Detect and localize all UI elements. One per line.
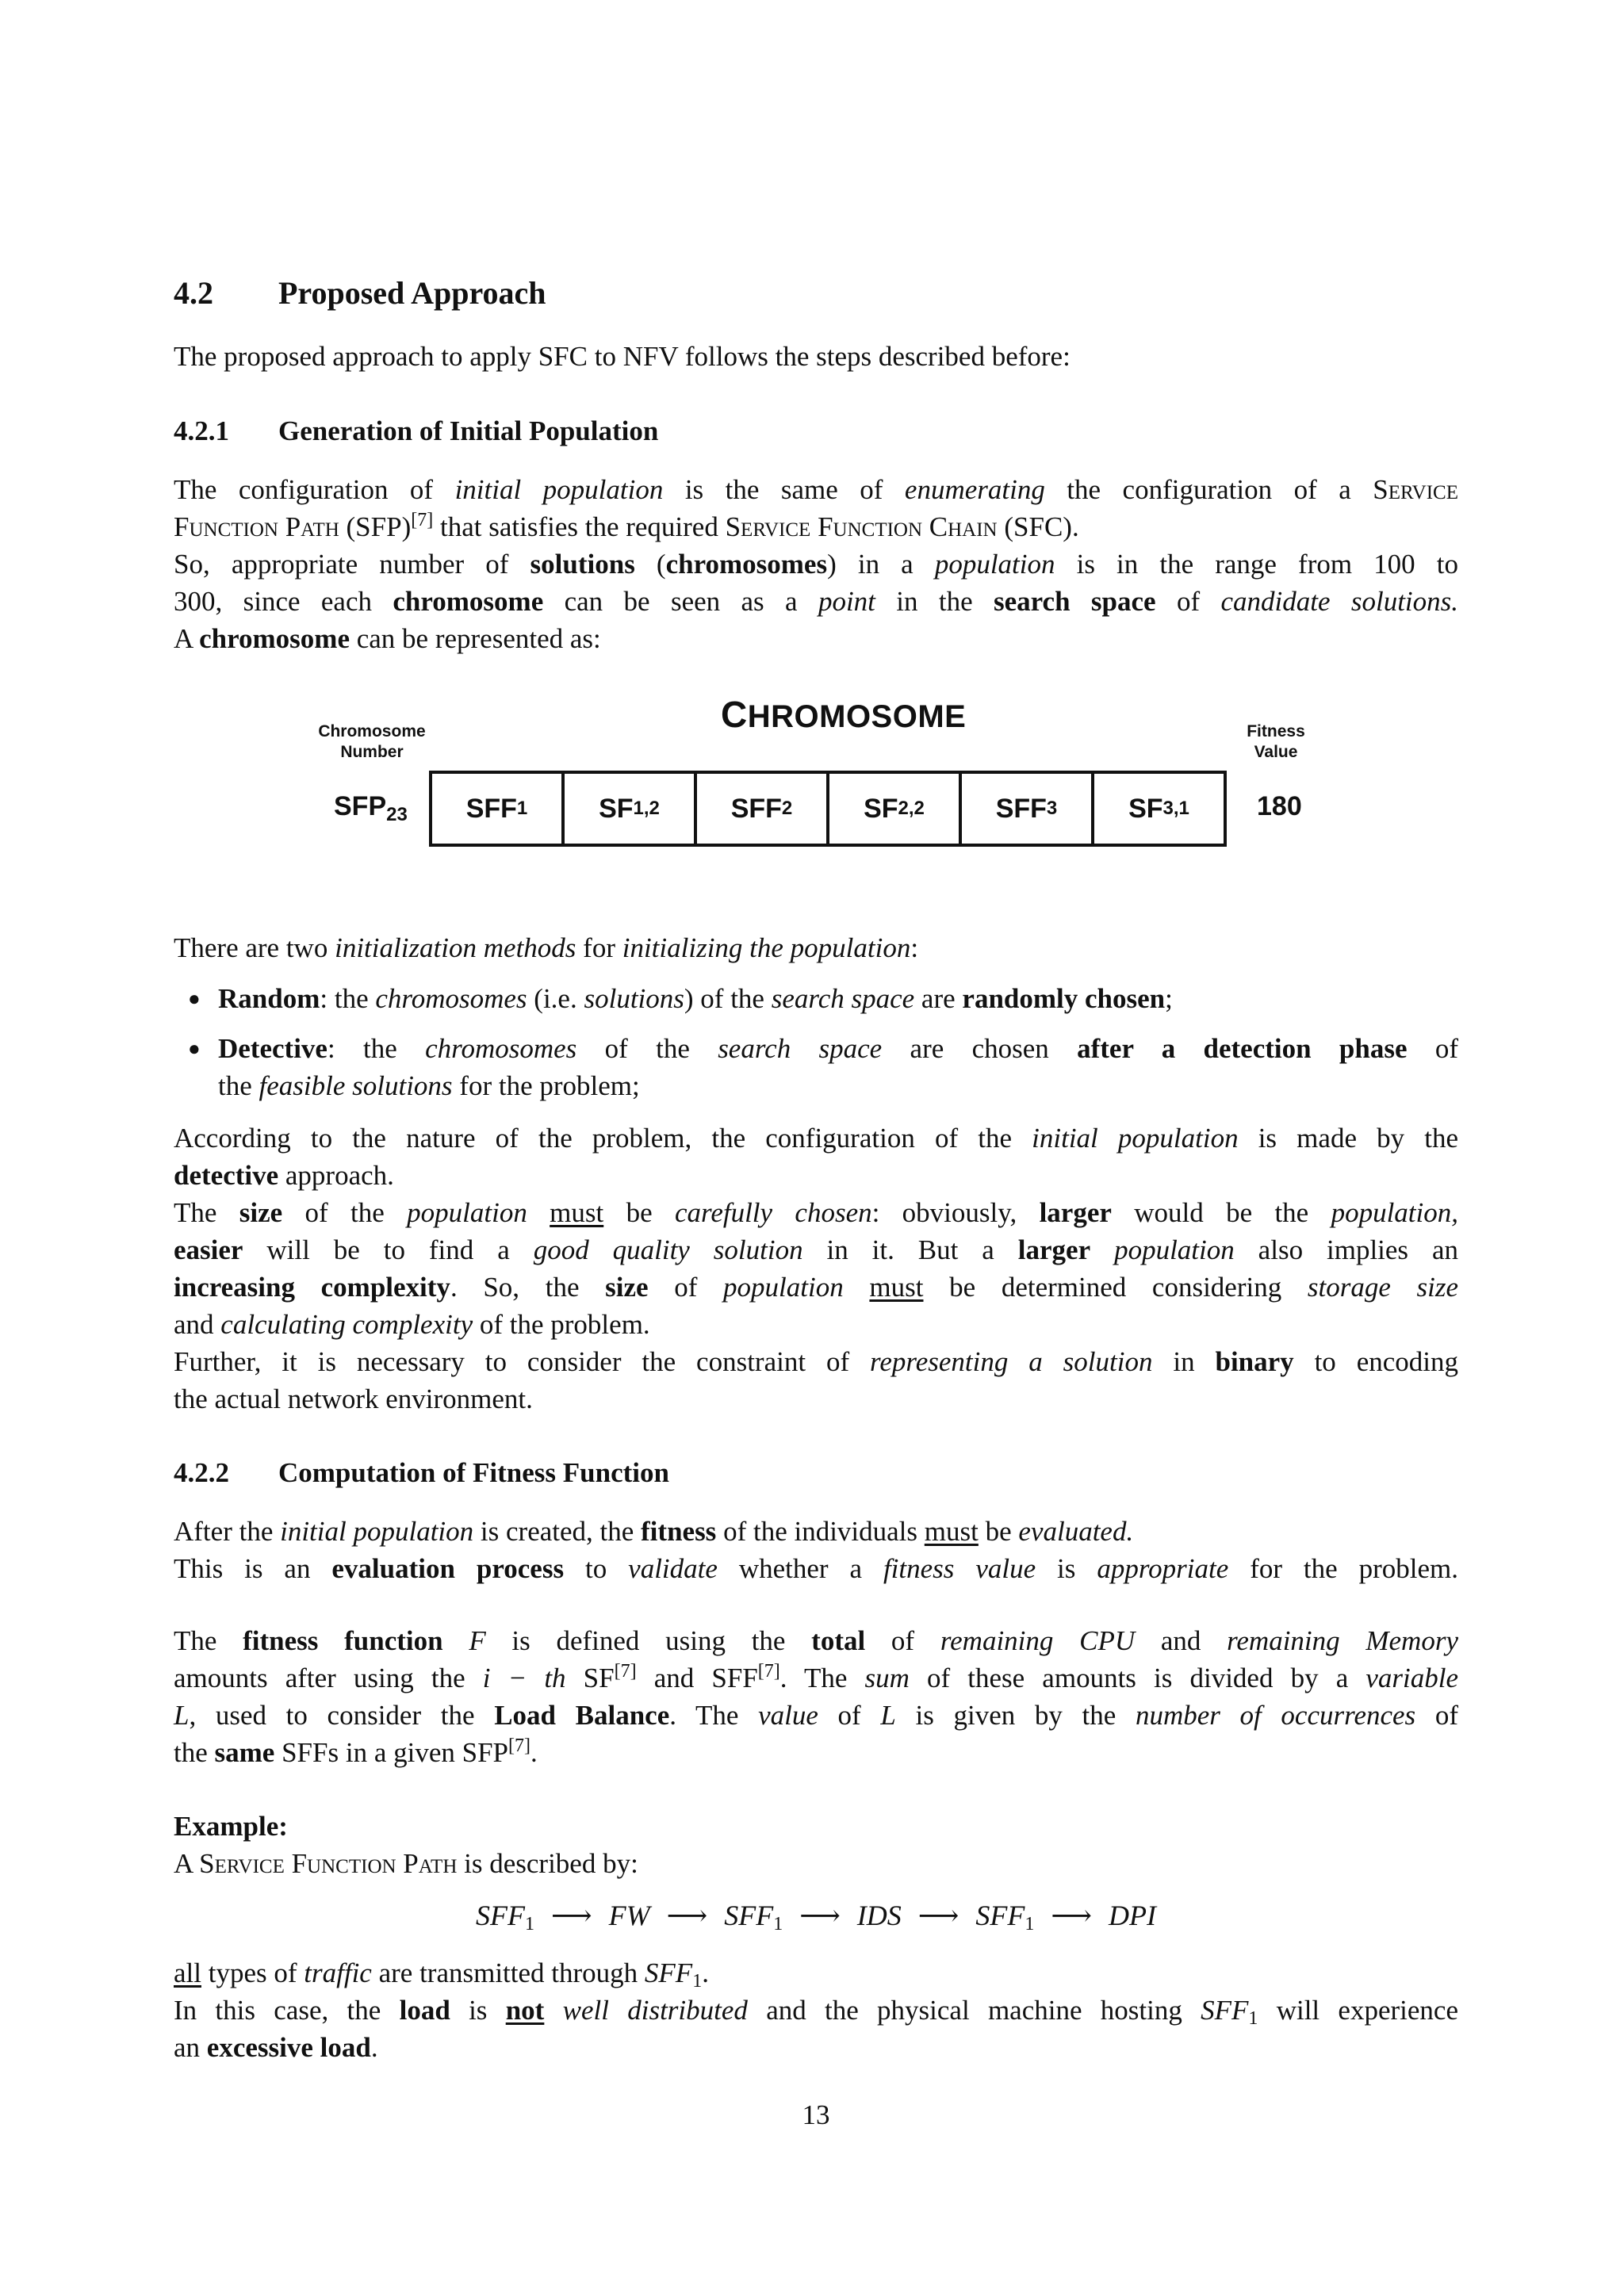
chromosome-cell: SF 3,1 <box>1128 793 1189 824</box>
fitness-value-label: Fitness Value <box>1247 722 1305 761</box>
subsection-title-2: Computation of Fitness Function <box>278 1457 669 1488</box>
chromosome-diagram <box>174 682 1458 864</box>
chromosome-cell: SF 2,2 <box>829 774 962 844</box>
chromosome-cell: SFF 2 <box>697 774 829 844</box>
fitness-value: 180 <box>1257 791 1302 821</box>
subsection-number-1: 4.2.1 <box>174 415 229 446</box>
paragraph-initial-population: The configuration of initial population is the same of enumerating the configuration of a Service Function Path (SFP)[7] that satisfies the required Service Function Chain (SFC). So, appropriate number of solutions (chromosomes) in a population is in the range from 100 to 300, since each chromosome can be seen as a point in the search space of candidate solutions. A chromosome can be represented as: <box>174 474 1459 654</box>
section-intro: The proposed approach to apply SFC to NFV follows the steps described before: <box>174 341 1071 372</box>
list-item: ● Detective: the chromosomes of the search space are chosen after a detection phase of the feasible solutions for the problem; <box>218 1030 1458 1104</box>
sfp-chain-formula: $SFF_1$ ⟶ FW ⟶ $SFF_1$ ⟶ IDS ⟶ $SFF_1$ ⟶ DPI <box>476 1900 1156 1934</box>
arrow-icon: ⟶ <box>799 1900 841 1931</box>
chromosome-cells <box>429 771 1227 847</box>
diagram-title: CHROMOSOME <box>721 694 967 735</box>
section-number: 4.2 <box>174 275 213 311</box>
document-page <box>174 0 1458 2296</box>
paragraph-fitness-evaluation: After the initial population is created, the fitness of the individuals must be evaluated. This is an evaluation process to validate whether a fitness value is appropriate for the problem. <box>174 1516 1458 1584</box>
example-explanation: all types of traffic are transmitted through $SFF_1$. In this case, the load is not well distributed and the physical machine hosting $SFF_1$ will experience an excessive load. <box>174 1957 1458 2063</box>
paragraph-population-size: According to the nature of the problem, the configuration of the initial population is made by the detective approach. The size of the population must be carefully chosen: obviously, larger would be the population, easier will be to find a good quality solution in it. But a larger population also implies an increasing complexity. So, the size of population must be determined considering storage size and calculating complexity of the problem. Further, it is necessary to consider the constraint of representing a solution in binary to encoding the actual network environment. <box>174 1123 1459 1414</box>
citation-ref[interactable]: [7] <box>411 510 434 530</box>
subsection-heading-2 <box>174 1457 669 1489</box>
arrow-icon: ⟶ <box>551 1900 592 1931</box>
subsection-heading-1 <box>174 415 658 447</box>
bullet-icon: ● <box>188 1037 201 1060</box>
chromosome-cell: SFF 3 <box>962 774 1094 844</box>
citation-ref[interactable]: [7] <box>614 1661 637 1682</box>
page-number: 13 <box>802 2099 830 2130</box>
citation-ref[interactable]: [7] <box>757 1661 780 1682</box>
bullet-icon: ● <box>188 987 201 1010</box>
section-heading <box>174 274 546 312</box>
initialization-intro: There are two initialization methods for initializing the population: <box>174 932 919 963</box>
example-block: Example: A Service Function Path is described by: <box>174 1808 1458 1882</box>
citation-ref[interactable]: [7] <box>508 1735 530 1756</box>
arrow-icon: ⟶ <box>1051 1900 1092 1931</box>
paragraph-fitness-function: The fitness function F is defined using the total of remaining CPU and remaining Memory amounts after using the i − th SF[7] and SFF[7]. The sum of these amounts is divided by a variable L, used to consider the Load Balance. The value of L is given by the number of occurrences of the same SFFs in a given SFP[7]. <box>174 1625 1458 1768</box>
chromosome-cell: SFF 1 <box>432 774 565 844</box>
list-item: ● Random: the chromosomes (i.e. solutions) of the search space are randomly chosen; <box>218 980 1458 1017</box>
subsection-number-2: 4.2.2 <box>174 1457 229 1488</box>
example-label: Example: <box>174 1811 288 1842</box>
chromosome-number-value: $SFP_{23}$ <box>334 791 408 825</box>
subsection-title-1: Generation of Initial Population <box>278 415 659 446</box>
chromosome-number-label: Chromosome Number <box>318 722 426 761</box>
section-title: Proposed Approach <box>278 275 546 311</box>
chromosome-cell: SF 1,2 <box>565 774 697 844</box>
arrow-icon: ⟶ <box>666 1900 708 1931</box>
arrow-icon: ⟶ <box>917 1900 959 1931</box>
